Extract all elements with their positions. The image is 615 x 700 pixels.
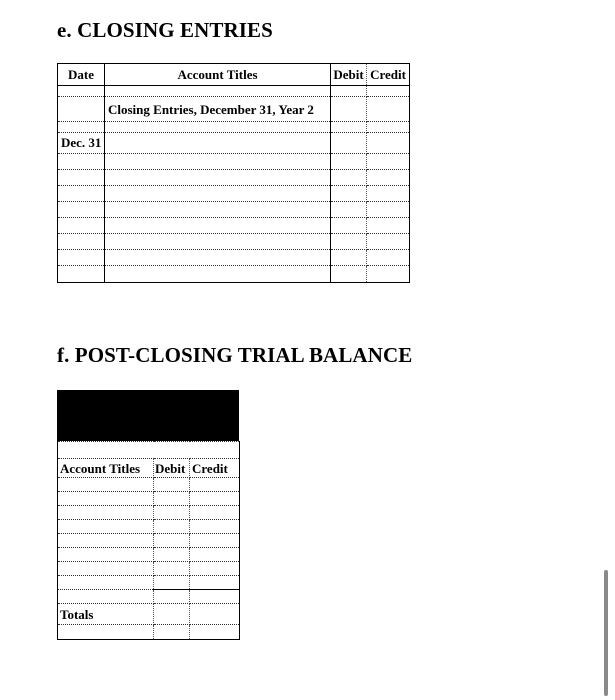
debit-cell[interactable]	[331, 122, 367, 133]
closing-entry-row	[58, 266, 410, 283]
date-cell[interactable]	[58, 234, 105, 250]
account-title-input[interactable]	[58, 548, 154, 562]
account-title-input[interactable]	[58, 506, 154, 520]
account-titles-column-header: Account Titles	[58, 459, 154, 478]
debit-input[interactable]	[154, 520, 190, 534]
account-title-input[interactable]	[105, 218, 331, 234]
vertical-scrollbar[interactable]	[604, 570, 608, 696]
debit-input[interactable]	[331, 170, 367, 186]
trial-balance-header-banner	[57, 390, 239, 441]
account-title-input[interactable]	[58, 562, 154, 576]
trial-balance-row	[58, 534, 240, 548]
closing-entry-row	[58, 170, 410, 186]
closing-entries-table	[57, 63, 410, 283]
date-cell[interactable]	[58, 250, 105, 266]
debit-input[interactable]	[331, 133, 367, 154]
totals-label: Totals	[58, 604, 154, 625]
credit-input[interactable]	[190, 520, 240, 534]
debit-column-header: Debit	[154, 459, 190, 478]
debit-input[interactable]	[331, 218, 367, 234]
credit-input[interactable]	[367, 133, 410, 154]
debit-input[interactable]	[154, 562, 190, 576]
date-cell[interactable]	[58, 202, 105, 218]
credit-input[interactable]	[190, 506, 240, 520]
debit-input[interactable]	[154, 506, 190, 520]
date-cell[interactable]	[58, 122, 105, 133]
closing-header-row	[58, 64, 410, 86]
trial-balance-row	[58, 478, 240, 492]
credit-input[interactable]	[367, 186, 410, 202]
account-title-input[interactable]	[105, 186, 331, 202]
debit-input[interactable]	[154, 590, 190, 604]
trial-balance-row	[58, 562, 240, 576]
debit-input[interactable]	[154, 548, 190, 562]
date-cell[interactable]	[58, 218, 105, 234]
account-title-input[interactable]	[105, 170, 331, 186]
credit-input[interactable]	[190, 548, 240, 562]
credit-cell[interactable]	[367, 122, 410, 133]
closing-entry-row	[58, 154, 410, 170]
trial-balance-row	[58, 506, 240, 520]
account-title-input[interactable]	[58, 478, 154, 492]
account-title-input[interactable]	[105, 133, 331, 154]
date-column-header: Date	[58, 64, 105, 86]
credit-input[interactable]	[190, 576, 240, 590]
date-cell[interactable]	[58, 154, 105, 170]
credit-input[interactable]	[190, 492, 240, 506]
debit-input[interactable]	[154, 534, 190, 548]
credit-input[interactable]	[367, 170, 410, 186]
credit-column-header: Credit	[367, 64, 410, 86]
trial-balance-row	[58, 492, 240, 506]
debit-cell[interactable]	[331, 86, 367, 97]
date-cell[interactable]	[58, 97, 105, 122]
debit-input[interactable]	[154, 478, 190, 492]
trial-balance-row	[58, 520, 240, 534]
account-title-input[interactable]	[58, 520, 154, 534]
debit-input[interactable]	[331, 266, 367, 283]
account-title-input[interactable]	[105, 202, 331, 218]
debit-input[interactable]	[331, 154, 367, 170]
account-title-input[interactable]	[58, 576, 154, 590]
closing-spacer-row	[58, 86, 410, 97]
post-closing-trial-balance-table	[57, 441, 240, 640]
credit-input[interactable]	[190, 562, 240, 576]
trial-balance-row	[58, 625, 240, 640]
account-title-input[interactable]	[58, 492, 154, 506]
debit-input[interactable]	[154, 625, 190, 640]
closing-blank-row	[58, 122, 410, 133]
closing-subtitle-row	[58, 97, 410, 122]
closing-entry-row	[58, 234, 410, 250]
post-closing-trial-balance-heading: f. POST-CLOSING TRIAL BALANCE	[57, 343, 413, 367]
account-title-cell[interactable]	[105, 86, 331, 97]
account-title-input[interactable]	[105, 250, 331, 266]
date-cell[interactable]	[58, 86, 105, 97]
account-titles-column-header: Account Titles	[105, 64, 331, 86]
debit-cell[interactable]	[331, 97, 367, 122]
total-debit-input[interactable]	[154, 604, 190, 625]
closing-entry-row	[58, 250, 410, 266]
trial-balance-gap-row	[58, 442, 240, 459]
trial-balance-row	[58, 590, 240, 604]
debit-input[interactable]	[154, 576, 190, 590]
closing-entry-row	[58, 202, 410, 218]
credit-input[interactable]	[367, 218, 410, 234]
credit-input[interactable]	[367, 154, 410, 170]
account-title-input[interactable]	[105, 234, 331, 250]
debit-column-header: Debit	[331, 64, 367, 86]
credit-input[interactable]	[367, 234, 410, 250]
account-title-input[interactable]	[58, 625, 154, 640]
credit-input[interactable]	[190, 478, 240, 492]
account-title-cell[interactable]	[105, 122, 331, 133]
total-credit-input[interactable]	[190, 604, 240, 625]
debit-input[interactable]	[331, 250, 367, 266]
date-cell[interactable]	[58, 266, 105, 283]
debit-input[interactable]	[154, 492, 190, 506]
gap-cell	[58, 442, 154, 459]
trial-balance-row	[58, 548, 240, 562]
closing-entry-row	[58, 133, 410, 154]
credit-input[interactable]	[367, 250, 410, 266]
closing-entry-row	[58, 186, 410, 202]
credit-input[interactable]	[367, 202, 410, 218]
debit-input[interactable]	[331, 186, 367, 202]
gap-cell	[154, 442, 190, 459]
account-title-input[interactable]	[58, 534, 154, 548]
account-title-input[interactable]	[105, 266, 331, 283]
date-cell[interactable]	[58, 186, 105, 202]
account-title-input[interactable]	[105, 154, 331, 170]
credit-input[interactable]	[190, 590, 240, 604]
credit-cell[interactable]	[367, 97, 410, 122]
closing-entry-row	[58, 218, 410, 234]
trial-balance-header-row	[58, 459, 240, 478]
debit-input[interactable]	[331, 234, 367, 250]
account-title-input[interactable]	[58, 590, 154, 604]
credit-input[interactable]	[190, 534, 240, 548]
closing-entries-subtitle: Closing Entries, December 31, Year 2	[105, 97, 331, 122]
entry-date-label: Dec. 31	[58, 133, 105, 154]
closing-entries-heading: e. CLOSING ENTRIES	[57, 18, 273, 42]
debit-input[interactable]	[331, 202, 367, 218]
date-cell[interactable]	[58, 170, 105, 186]
credit-input[interactable]	[190, 625, 240, 640]
credit-cell[interactable]	[367, 86, 410, 97]
gap-cell	[190, 442, 240, 459]
credit-column-header: Credit	[190, 459, 240, 478]
trial-balance-totals-row	[58, 604, 240, 625]
trial-balance-row	[58, 576, 240, 590]
credit-input[interactable]	[367, 266, 410, 283]
